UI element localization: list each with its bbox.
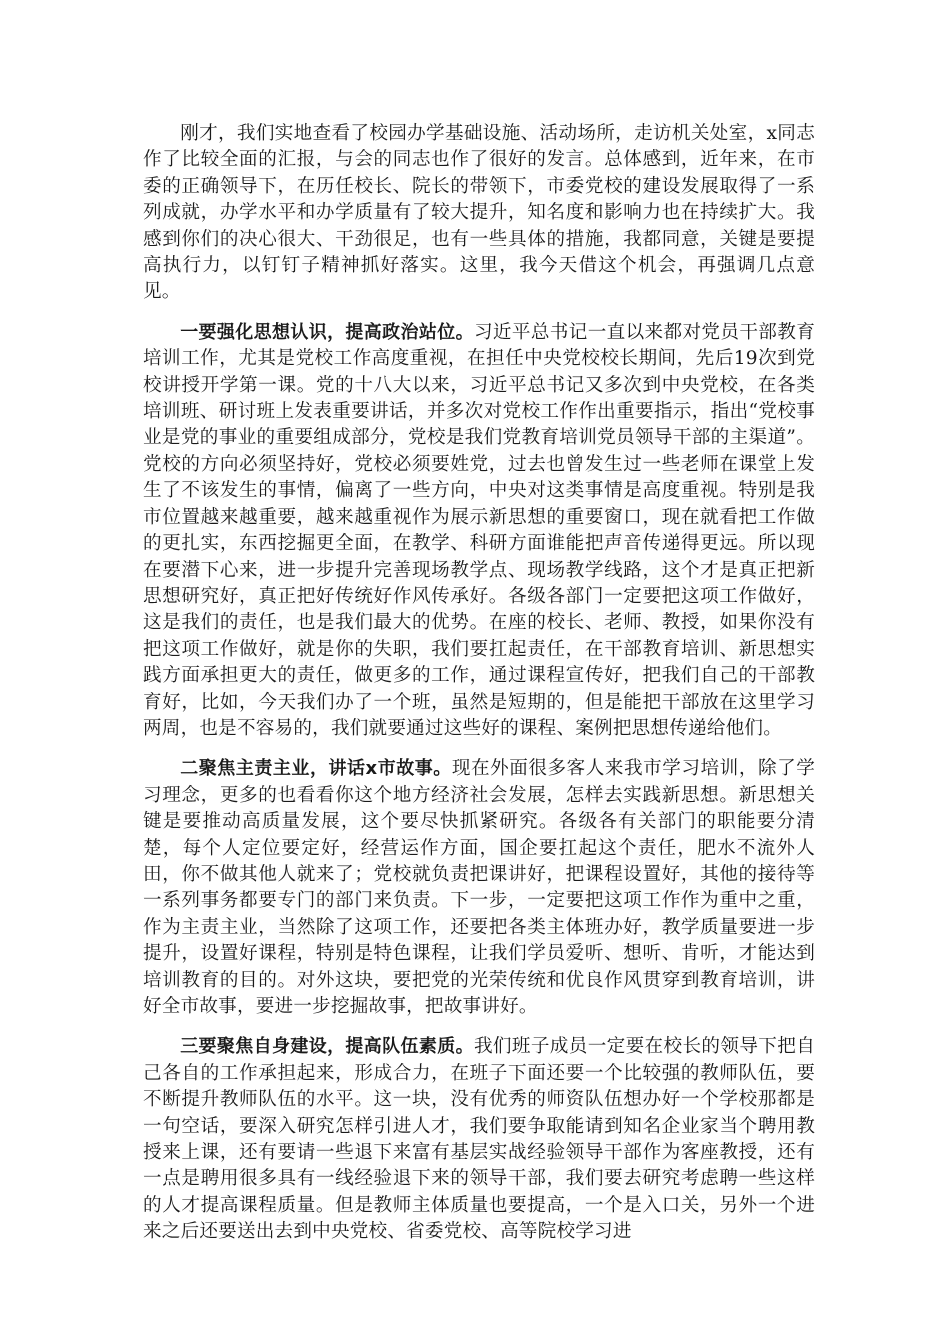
- paragraph-point-2-text: 现在外面很多客人来我市学习培训，除了学习理念，更多的也看看你这个地方经济社会发展，怎样去实践新思想。新思想关键是要推动高质量发展，这个要尽快抓紧研究。各级各有关部门的职能要分清楚，每个人定位要定好，经营运作方面，国企要扛起这个责任，肥水不流外人田，你不做其他人就来了；党校就负责把课讲好，把课程设置好，其他的接待等一系列事务都要专门的部门来负责。下一步，一定要把这项工作作为重中之重，作为主责主业，当然除了这项工作，还要把各类主体班办好，教学质量要进一步提升，设置好课程，特别是特色课程，让我们学员爱听、想听、肯听，才能达到培训教育的目的。对外这块，要把党的光荣传统和优良作风贯穿到教育培训，讲好全市故事，要进一步挖掘故事，把故事讲好。: [143, 758, 816, 1017]
- paragraph-point-3-text: 我们班子成员一定要在校长的领导下把自己各自的工作承担起来，形成合力，在班子下面还要一个比较强的教师队伍，要不断提升教师队伍的水平。这一块，没有优秀的师资队伍想办好一个学校那都是一句空话，要深入研究怎样引进人才，我们要争取能请到知名企业家当个聘用教授来上课，还有要请一些退下来富有基层实战经验领导干部作为客座教授，还有一点是聘用很多具有一线经验退下来的领导干部，我们要去研究考虑聘一些这样的人才提高课程质量。但是教师主体质量也要提高，一个是入口关，另外一个进来之后还要送出去到中央党校、省委党校、高等院校学习进: [143, 1036, 815, 1243]
- paragraph-intro: [143, 121, 815, 306]
- paragraph-intro-text: 刚才，我们实地查看了校园办学基础设施、活动场所，走访机关处室，x同志作了比较全面的汇报，与会的同志也作了很好的发言。总体感到，近年来，在市委的正确领导下，在历任校长、院长的带领下，市委党校的建设发展取得了一系列成就，办学水平和办学质量有了较大提升，知名度和影响力也在持续扩大。我感到你们的决心很大、干劲很足，也有一些具体的措施，我都同意，关键是要提高执行力，以钉钉子精神抓好落实。这里，我今天借这个机会，再强调几点意见。: [143, 123, 815, 303]
- paragraph-point-2: [143, 756, 815, 1020]
- paragraph-point-3: [143, 1034, 815, 1245]
- paragraph-point-1-text: 习近平总书记一直以来都对党员干部教育培训工作，尤其是党校工作高度重视，在担任中央党校校长期间，先后19次到党校讲授开学第一课。党的十八大以来，习近平总书记又多次到中央党校，在各类培训班、研讨班上发表重要讲话，并多次对党校工作作出重要指示，指出“党校事业是党的事业的重要组成部分，党校是我们党教育培训党员领导干部的主渠道”。党校的方向必须坚持好，党校必须要姓党，过去也曾发生过一些老师在课堂上发生了不该发生的事情，偏离了一些方向，中央对这类事情是高度重视。特别是我市位置越来越重要，越来越重视作为展示新思想的重要窗口，现在就看把工作做的更扎实，东西挖掘更全面，在教学、科研方面谁能把声音传递得更远。所以现在要潜下心来，进一步提升完善现场教学点、现场教学线路，这个才是真正把新思想研究好，真正把好传统好作风传承好。各级各部门一定要把这项工作做好，这是我们的责任，也是我们最大的优势。在座的校长、老师、教授，如果你没有把这项工作做好，就是你的失职，我们要扛起责任，在干部教育培训、新思想实践方面承担更大的责任，做更多的工作，通过课程宣传好，把我们自己的干部教育好，比如，今天我们办了一个班，虽然是短期的，但是能把干部放在这里学习两周，也是不容易的，我们就要通过这些好的课程、案例把思想传递给他们。: [143, 321, 815, 739]
- paragraph-point-3-heading: 三要聚焦自身建设，提高队伍素质。: [180, 1036, 474, 1058]
- document-body: [143, 121, 815, 1260]
- paragraph-point-1: [143, 320, 815, 743]
- paragraph-point-2-heading: 二聚焦主责主业，讲话x市故事。: [180, 758, 452, 780]
- paragraph-point-1-heading: 一要强化思想认识，提高政治站位。: [180, 321, 474, 343]
